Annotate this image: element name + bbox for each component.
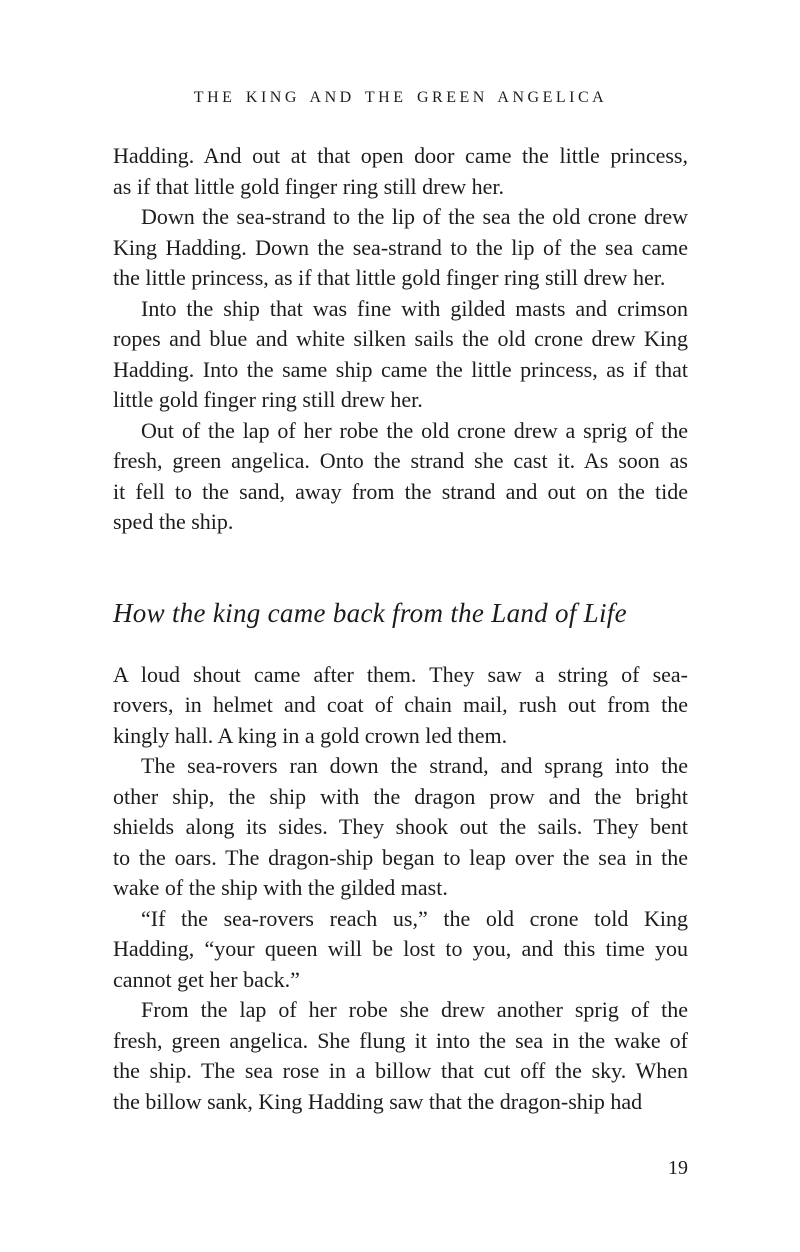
text-line: Out of the lap of her robe the old crone drew a sprig of the <box>141 417 688 443</box>
text-line: A loud shout came after them. They saw a string of sea- <box>113 661 688 687</box>
text-line: cannot get her back.” <box>113 966 300 992</box>
text-line: it fell to the sand, away from the strand and out on the tide <box>113 478 688 504</box>
text-line: Into the ship that was fine with gilded masts and crimson <box>141 295 688 321</box>
text-line: From the lap of her robe she drew another sprig of the <box>141 997 688 1022</box>
running-header: THE KING AND THE GREEN ANGELICA <box>193 89 608 106</box>
text-line: ropes and blue and white silken sails the old crone drew King <box>113 326 688 351</box>
text-line: little gold finger ring still drew her. <box>113 387 423 412</box>
text-line: shields along its sides. They shook out the sails. They bent <box>113 814 688 839</box>
text-line: Hadding. Into the same ship came the little princess, as if that <box>113 356 688 382</box>
paragraph <box>113 202 688 294</box>
text-line: sped the ship. <box>113 509 234 534</box>
text-line: The sea-rovers ran down the strand, and sprang into the <box>141 753 688 778</box>
text-line: to the oars. The dragon-ship began to leap over the sea in the <box>113 844 688 870</box>
paragraph <box>113 660 688 752</box>
text-line: Hadding, “your queen will be lost to you, and this time you <box>113 936 688 961</box>
paragraph <box>113 294 688 416</box>
paragraph <box>113 995 688 1117</box>
text-line: the ship. The sea rose in a billow that cut off the sky. When <box>113 1058 688 1083</box>
text-line: rovers, in helmet and coat of chain mail, rush out from the <box>113 692 688 717</box>
text-line: as if that little gold finger ring still drew her. <box>113 173 505 199</box>
text-block <box>113 141 688 1117</box>
text-line: “If the sea-rovers reach us,” the old crone told King <box>141 905 688 931</box>
page-number: 19 <box>668 1157 688 1179</box>
text-line: fresh, green angelica. She flung it into the sea in the wake of <box>113 1027 688 1053</box>
paragraph <box>113 416 688 538</box>
text-line: King Hadding. Down the sea-strand to the lip of the sea came <box>113 234 688 260</box>
text-line: the billow sank, King Hadding saw that the dragon-ship had <box>113 1088 643 1114</box>
text-line: fresh, green angelica. Onto the strand she cast it. As soon as <box>113 448 688 473</box>
paragraph <box>113 751 688 904</box>
text-line: the little princess, as if that little gold finger ring still drew her. <box>113 265 666 290</box>
text-line: wake of the ship with the gilded mast. <box>113 875 448 900</box>
paragraph <box>113 141 688 202</box>
text-line: Down the sea-strand to the lip of the sea the old crone drew <box>141 204 688 229</box>
section-heading: How the king came back from the Land of Life <box>113 597 627 628</box>
text-line: Hadding. And out at that open door came the little princess, <box>113 143 688 168</box>
paragraph <box>113 904 688 996</box>
text-line: kingly hall. A king in a gold crown led them. <box>113 722 508 748</box>
text-line: other ship, the ship with the dragon prow and the bright <box>113 783 688 809</box>
